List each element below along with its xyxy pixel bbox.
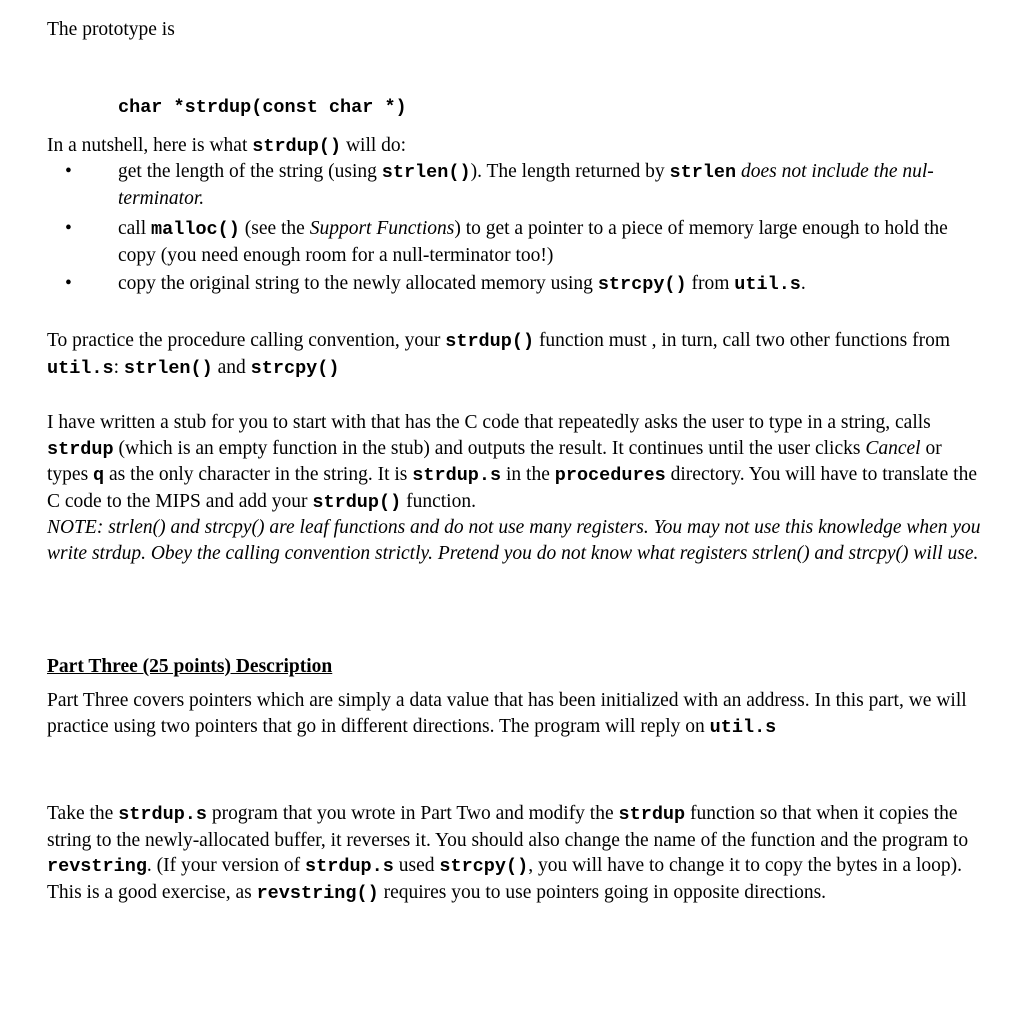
steps-list — [47, 159, 984, 298]
intro-text: The prototype is — [47, 19, 175, 40]
revstring-paragraph: Take the strdup.s program that you wrote in Part Two and modify the strdup function so that when it copies the string to the newly-allocated buffer, it reverses it. You should also change the name of the function and the program to revstring. (If your version of strdup.s used strcpy(), you will have to change it to copy the bytes in a loop). This is a good exercise, as revstring() requires you to use pointers going in opposite directions. — [47, 803, 969, 904]
bullet-icon: • — [65, 273, 72, 294]
list-item: • get the length of the string (using strlen()). The length returned by strlen does not include the nul-terminator. — [65, 161, 934, 209]
list-item: • copy the original string to the newly allocated memory using strcpy() from util.s. — [65, 273, 806, 295]
note-text: NOTE: strlen() and strcpy() are leaf functions and do not use many registers. You may not use this knowledge when you write strdup. Obey the calling convention strictly. Pretend you do not know what registers strlen() and strcpy() will use. — [47, 517, 981, 564]
prototype-code: char *strdup(const char *) — [118, 96, 407, 118]
bullet-icon: • — [65, 218, 72, 239]
list-item: • call malloc() (see the Support Functions) to get a pointer to a piece of memory large enough to hold the copy (you need enough room for a null-terminator too!) — [65, 218, 948, 266]
part-three-heading: Part Three (25 points) Description — [47, 656, 333, 677]
bullet-icon: • — [65, 161, 72, 182]
stub-paragraph: I have written a stub for you to start with that has the C code that repeatedly asks the user to type in a string, calls strdup (which is an empty function in the stub) and outputs the result. It continues until the user clicks Cancel or types q as the only character in the string. It is strdup.s in the procedures directory. You will have to translate the C code to the MIPS and add your strdup() function. NOTE: strlen() and strcpy() are leaf functions and do not use many registers. You may not use this knowledge when you write strdup. Obey the calling convention strictly. Pretend you do not know what registers strlen() and strcpy() will use. — [47, 412, 981, 564]
practice-paragraph: To practice the procedure calling convention, your strdup() function must , in turn, call two other functions from util.s: strlen() and strcpy() — [47, 330, 950, 379]
nutshell-lead: In a nutshell, here is what strdup() will do: — [47, 135, 407, 157]
part-three-paragraph: Part Three covers pointers which are simply a data value that has been initialized with an address. In this part, we will practice using two pointers that go in different directions. The program will reply on util.s — [47, 690, 967, 738]
